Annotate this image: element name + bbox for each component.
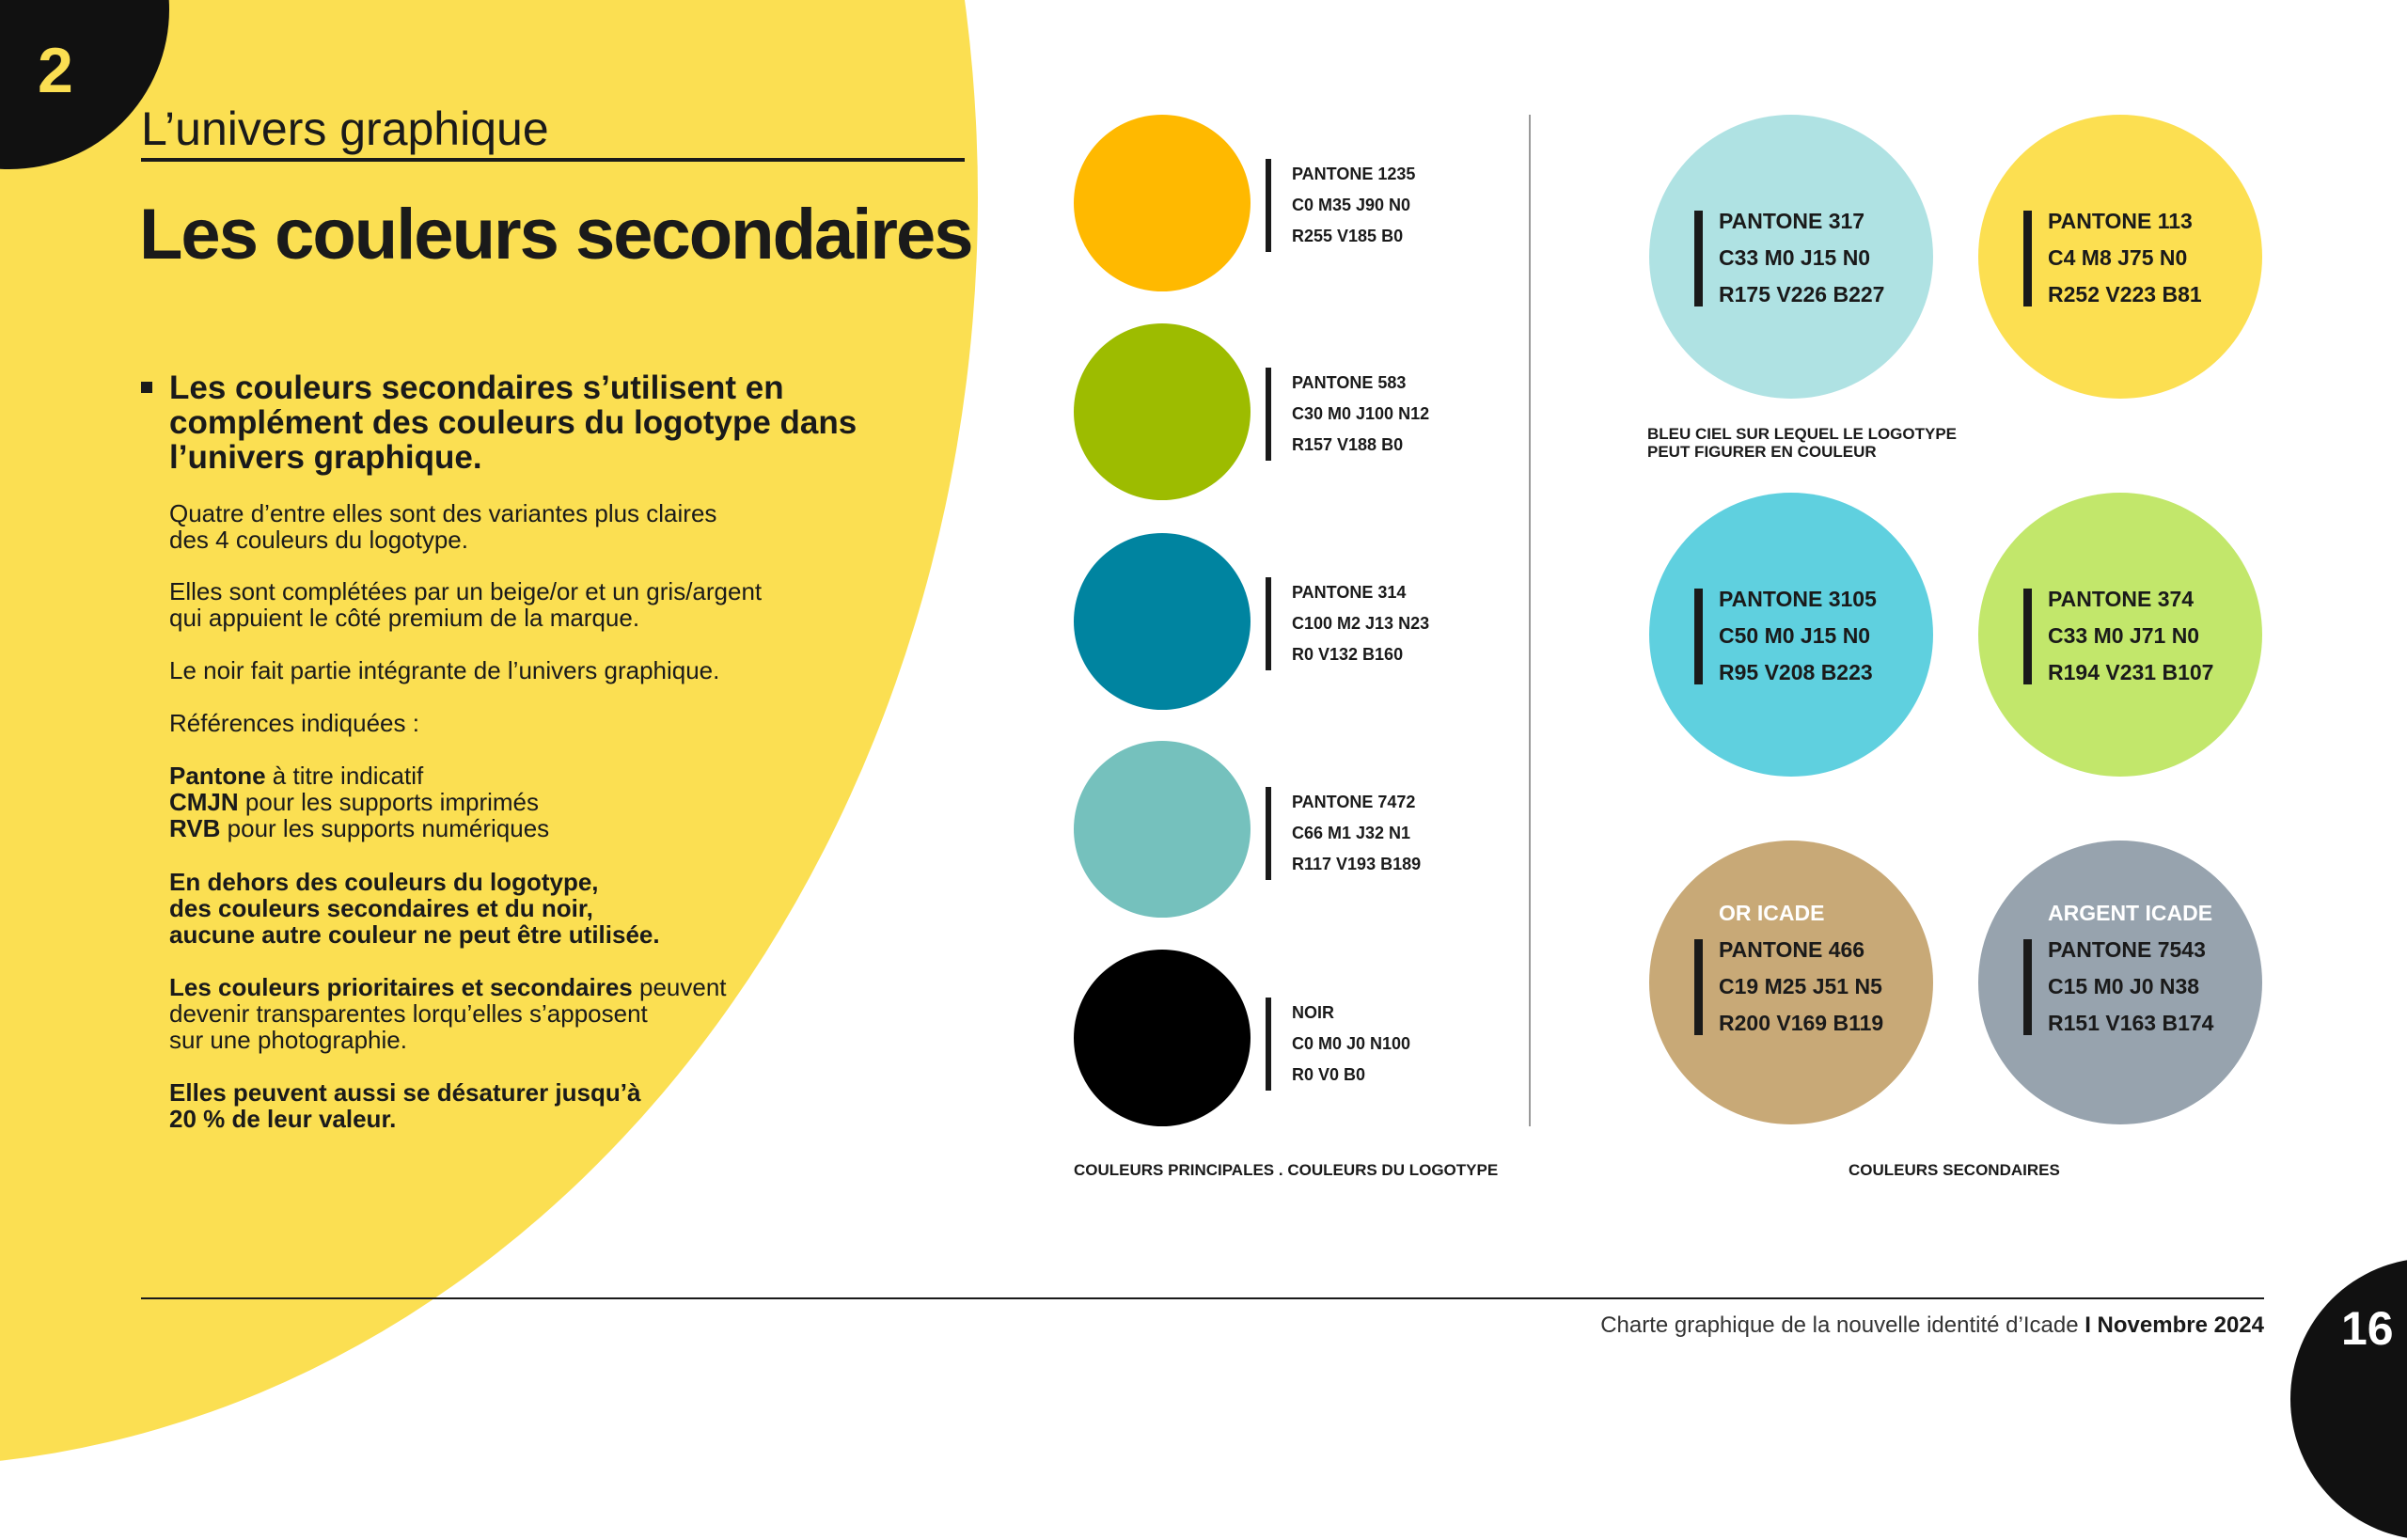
reference-cmjn: [169, 789, 549, 815]
bullet-icon: [141, 382, 152, 393]
rvb-ref: R252 V223 B81: [2048, 282, 2202, 306]
rvb-ref: R175 V226 B227: [1719, 282, 1885, 306]
rvb-ref: R157 V188 B0: [1292, 435, 1404, 454]
rvb-ref: R255 V185 B0: [1292, 227, 1404, 245]
label-pantone-317: [1694, 203, 1884, 313]
paragraph-restriction: [169, 869, 660, 948]
reference-desc: pour les supports numériques: [220, 814, 550, 842]
section-title: L’univers graphique: [141, 102, 549, 155]
rvb-ref: R0 V132 B160: [1292, 645, 1404, 664]
page-title: Les couleurs secondaires: [139, 195, 972, 275]
footer-text: [1600, 1312, 2264, 1339]
rvb-ref: R117 V193 B189: [1292, 855, 1422, 873]
note-line: BLEU CIEL SUR LEQUEL LE LOGOTYPE: [1647, 425, 1958, 443]
lead-paragraph: Les couleurs secondaires s’utilisent en complément des couleurs du logotype dans l’univers graphique.: [169, 369, 857, 476]
label-noir: [1266, 998, 1410, 1091]
reference-term: Pantone: [169, 762, 266, 790]
text-line: Elles sont complétées par un beige/or et un gris/argent: [169, 577, 763, 605]
rvb-ref: R200 V169 B119: [1719, 1011, 1884, 1035]
cmjn-ref: C50 M0 J15 N0: [1719, 623, 1871, 648]
reference-term: RVB: [169, 814, 221, 842]
color-name: OR ICADE: [1719, 901, 1825, 925]
label-bar: [2023, 939, 2032, 1035]
primary-caption: COULEURS PRINCIPALES . COULEURS DU LOGOTYPE: [1074, 1161, 1499, 1179]
paragraph-desaturate: [169, 1079, 640, 1132]
paragraph-variants: [169, 500, 716, 553]
text-line: Quatre d’entre elles sont des variantes plus claires: [169, 499, 717, 527]
paragraph-references-intro: [169, 710, 419, 736]
cmjn-ref: C33 M0 J15 N0: [1719, 245, 1871, 270]
reference-rvb: [169, 815, 549, 841]
label-argent-icade: [2023, 895, 2213, 1042]
text-line: [169, 974, 727, 1000]
text-line: 20 % de leur valeur.: [169, 1105, 397, 1133]
label-pantone-3105: [1694, 581, 1877, 691]
text-line: aucune autre couleur ne peut être utilisée.: [169, 920, 660, 949]
text-line: Références indiquées :: [169, 709, 419, 737]
rvb-ref: R95 V208 B223: [1719, 660, 1873, 684]
cmjn-ref: C66 M1 J32 N1: [1292, 824, 1411, 842]
footer-title: Charte graphique de la nouvelle identité d’Icade: [1600, 1312, 2085, 1338]
label-pantone-374: [2023, 581, 2213, 691]
swatch-pantone-1235: [1074, 115, 1251, 291]
text-line: Le noir fait partie intégrante de l’univers graphique.: [169, 656, 720, 684]
footer-rule: [141, 1297, 2264, 1299]
swatch-noir: [1074, 950, 1251, 1126]
pantone-ref: PANTONE 317: [1719, 209, 1865, 233]
rvb-ref: R151 V163 B174: [2048, 1011, 2214, 1035]
text-line: Elles peuvent aussi se désaturer jusqu’à: [169, 1078, 641, 1107]
reference-desc: à titre indicatif: [265, 762, 424, 790]
cmjn-ref: C30 M0 J100 N12: [1292, 404, 1430, 423]
cmjn-ref: C0 M0 J0 N100: [1292, 1034, 1411, 1053]
color-name: ARGENT ICADE: [2048, 901, 2213, 925]
section-title-rule: [141, 158, 965, 162]
label-bar: [1694, 939, 1703, 1035]
reference-pantone: [169, 762, 549, 789]
cmjn-ref: C0 M35 J90 N0: [1292, 196, 1411, 214]
pantone-ref: PANTONE 374: [2048, 587, 2195, 611]
footer-date: I Novembre 2024: [2084, 1312, 2264, 1338]
label-bar: [2023, 211, 2032, 306]
references-list: [169, 762, 549, 841]
paragraph-black: [169, 657, 719, 684]
swatch-pantone-7472: [1074, 741, 1251, 918]
section-number: 2: [38, 35, 73, 106]
paragraph-premium: [169, 578, 762, 631]
pantone-ref: PANTONE 3105: [1719, 587, 1877, 611]
label-pantone-7472: [1266, 787, 1421, 880]
pantone-ref: PANTONE 113: [2048, 209, 2193, 233]
reference-term: CMJN: [169, 788, 239, 816]
sky-blue-note: [1647, 425, 1957, 461]
label-pantone-113: [2023, 203, 2202, 313]
swatch-pantone-314: [1074, 533, 1251, 710]
cmjn-ref: C100 M2 J13 N23: [1292, 614, 1430, 633]
pantone-ref: PANTONE 7543: [2048, 937, 2206, 962]
text-line: devenir transparentes lorqu’elles s’apposent: [169, 999, 648, 1028]
text-line: des 4 couleurs du logotype.: [169, 526, 468, 554]
label-bar: [2023, 589, 2032, 684]
text-line: des couleurs secondaires et du noir,: [169, 894, 593, 922]
label-pantone-1235: [1266, 159, 1415, 252]
label-bar: [1694, 589, 1703, 684]
reference-desc: pour les supports imprimés: [238, 788, 540, 816]
secondary-caption: COULEURS SECONDAIRES: [1849, 1161, 2060, 1179]
text-bold: Les couleurs prioritaires et secondaires: [169, 973, 633, 1001]
text-line: En dehors des couleurs du logotype,: [169, 868, 599, 896]
text-rest: peuvent: [632, 973, 727, 1001]
swatch-pantone-583: [1074, 323, 1251, 500]
cmjn-ref: C19 M25 J51 N5: [1719, 974, 1882, 998]
pantone-ref: PANTONE 466: [1719, 937, 1865, 962]
paragraph-transparency: [169, 974, 727, 1053]
page-number: 16: [2341, 1302, 2394, 1355]
label-bar: [1694, 211, 1703, 306]
rvb-ref: R194 V231 B107: [2048, 660, 2214, 684]
pantone-ref: PANTONE 7472: [1292, 793, 1416, 811]
column-divider: [1529, 115, 1531, 1126]
cmjn-ref: C15 M0 J0 N38: [2048, 974, 2200, 998]
text-line: qui appuient le côté premium de la marque.: [169, 604, 640, 632]
label-pantone-583: [1266, 368, 1429, 461]
page-number-badge: [2290, 1258, 2407, 1540]
cmjn-ref: C33 M0 J71 N0: [2048, 623, 2200, 648]
label-or-icade: [1694, 895, 1883, 1042]
pantone-ref: PANTONE 314: [1292, 583, 1407, 602]
note-line: PEUT FIGURER EN COULEUR: [1647, 443, 1877, 461]
text-line: sur une photographie.: [169, 1026, 407, 1054]
pantone-ref: PANTONE 583: [1292, 373, 1407, 392]
rvb-ref: R0 V0 B0: [1292, 1065, 1366, 1084]
cmjn-ref: C4 M8 J75 N0: [2048, 245, 2188, 270]
label-pantone-314: [1266, 577, 1429, 670]
pantone-ref: NOIR: [1292, 1003, 1334, 1022]
pantone-ref: PANTONE 1235: [1292, 165, 1416, 183]
